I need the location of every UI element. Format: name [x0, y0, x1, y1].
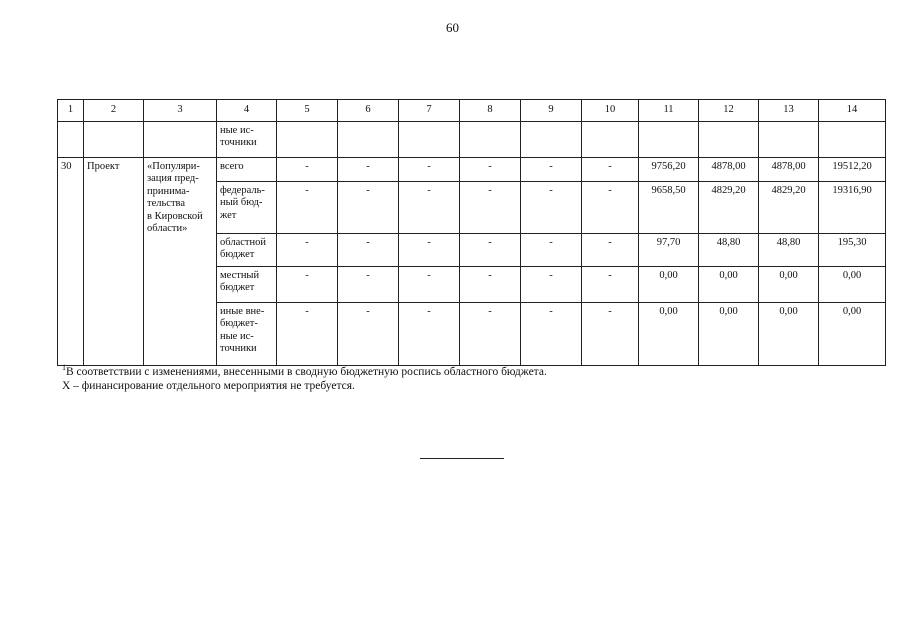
dash-cell: -: [338, 266, 399, 302]
dash-cell: -: [277, 233, 338, 266]
column-number-header: 5: [277, 100, 338, 122]
amount-cell: 0,00: [639, 266, 699, 302]
column-number-header: 4: [217, 100, 277, 122]
empty-cell: [460, 121, 521, 157]
empty-cell: [84, 121, 144, 157]
dash-cell: -: [582, 266, 639, 302]
amount-cell: 0,00: [759, 266, 819, 302]
dash-cell: -: [399, 266, 460, 302]
column-number-header: 2: [84, 100, 144, 122]
footnote-marker: 1: [62, 363, 66, 373]
dash-cell: -: [521, 302, 582, 365]
empty-cell: [582, 121, 639, 157]
amount-cell: 195,30: [819, 233, 886, 266]
column-number-row: [58, 100, 886, 122]
amount-cell: 0,00: [699, 302, 759, 365]
column-number-header: 13: [759, 100, 819, 122]
budget-table: [57, 99, 886, 366]
amount-cell: 4878,00: [699, 157, 759, 181]
dash-cell: -: [338, 302, 399, 365]
project-number-cell: 30: [58, 157, 84, 365]
footnote-1: [62, 365, 547, 379]
dash-cell: -: [277, 266, 338, 302]
dash-cell: -: [460, 302, 521, 365]
empty-cell: [639, 121, 699, 157]
dash-cell: -: [399, 181, 460, 233]
dash-cell: -: [277, 157, 338, 181]
column-number-header: 7: [399, 100, 460, 122]
empty-cell: [58, 121, 84, 157]
dash-cell: -: [399, 302, 460, 365]
dash-cell: -: [399, 157, 460, 181]
column-number-header: 9: [521, 100, 582, 122]
dash-cell: -: [582, 157, 639, 181]
funding-source-cell: иные вне- бюджет- ные ис- точники: [217, 302, 277, 365]
funding-source-cell: ные ис- точники: [217, 121, 277, 157]
empty-cell: [819, 121, 886, 157]
dash-cell: -: [582, 181, 639, 233]
amount-cell: 4829,20: [759, 181, 819, 233]
footnote-2: [62, 379, 547, 393]
amount-cell: 0,00: [819, 302, 886, 365]
amount-cell: 48,80: [759, 233, 819, 266]
funding-source-cell: областной бюджет: [217, 233, 277, 266]
table-row: [58, 157, 886, 181]
amount-cell: 9658,50: [639, 181, 699, 233]
budget-table-body: [58, 100, 886, 366]
continuation-row: [58, 121, 886, 157]
dash-cell: -: [582, 302, 639, 365]
amount-cell: 0,00: [639, 302, 699, 365]
amount-cell: 4878,00: [759, 157, 819, 181]
dash-cell: -: [338, 157, 399, 181]
project-name-cell: «Популяри- зация пред- принима- тельства в Кировской области»: [144, 157, 217, 365]
dash-cell: -: [338, 181, 399, 233]
page-number: 60: [446, 20, 459, 35]
end-rule: [420, 458, 504, 459]
footnote-2-text: Х – финансирование отдельного мероприятия не требуется.: [62, 380, 355, 392]
funding-source-cell: всего: [217, 157, 277, 181]
column-number-header: 11: [639, 100, 699, 122]
empty-cell: [277, 121, 338, 157]
dash-cell: -: [521, 233, 582, 266]
column-number-header: 10: [582, 100, 639, 122]
dash-cell: -: [277, 181, 338, 233]
amount-cell: 4829,20: [699, 181, 759, 233]
amount-cell: 0,00: [699, 266, 759, 302]
dash-cell: -: [460, 233, 521, 266]
column-number-header: 6: [338, 100, 399, 122]
column-number-header: 1: [58, 100, 84, 122]
amount-cell: 97,70: [639, 233, 699, 266]
empty-cell: [144, 121, 217, 157]
column-number-header: 3: [144, 100, 217, 122]
column-number-header: 12: [699, 100, 759, 122]
column-number-header: 14: [819, 100, 886, 122]
amount-cell: 19512,20: [819, 157, 886, 181]
empty-cell: [521, 121, 582, 157]
amount-cell: 0,00: [759, 302, 819, 365]
dash-cell: -: [460, 266, 521, 302]
dash-cell: -: [277, 302, 338, 365]
dash-cell: -: [460, 157, 521, 181]
dash-cell: -: [521, 157, 582, 181]
amount-cell: 48,80: [699, 233, 759, 266]
column-number-header: 8: [460, 100, 521, 122]
footnote-1-text: В соответствии с изменениями, внесенными в сводную бюджетную роспись областного бюджета.: [66, 366, 547, 378]
amount-cell: 9756,20: [639, 157, 699, 181]
dash-cell: -: [338, 233, 399, 266]
amount-cell: 19316,90: [819, 181, 886, 233]
funding-source-cell: местный бюджет: [217, 266, 277, 302]
dash-cell: -: [582, 233, 639, 266]
empty-cell: [759, 121, 819, 157]
dash-cell: -: [521, 181, 582, 233]
empty-cell: [338, 121, 399, 157]
footnotes: [62, 365, 547, 393]
empty-cell: [699, 121, 759, 157]
dash-cell: -: [399, 233, 460, 266]
funding-source-cell: федераль- ный бюд- жет: [217, 181, 277, 233]
dash-cell: -: [460, 181, 521, 233]
empty-cell: [399, 121, 460, 157]
amount-cell: 0,00: [819, 266, 886, 302]
dash-cell: -: [521, 266, 582, 302]
project-type-cell: Проект: [84, 157, 144, 365]
